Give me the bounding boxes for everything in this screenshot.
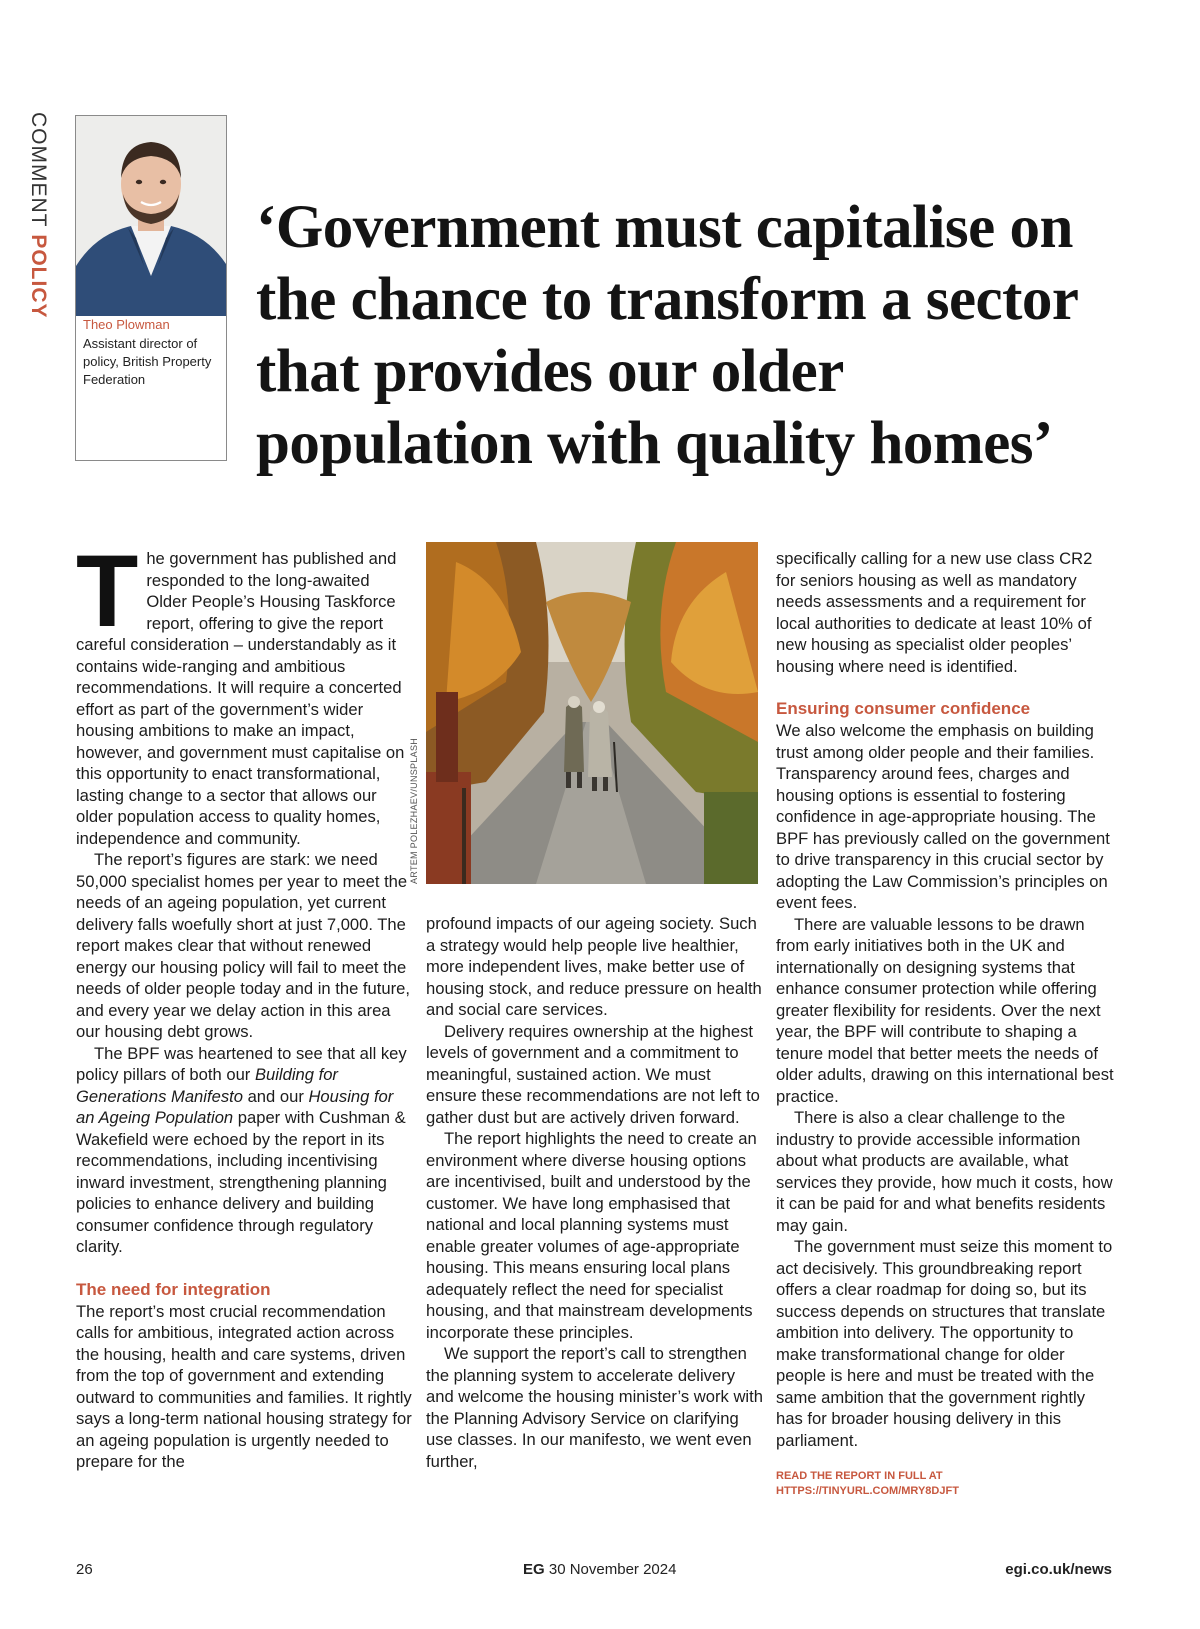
paragraph-text: and our — [242, 1086, 309, 1106]
publication-title: Housing for an Ageing Population — [76, 1086, 394, 1127]
read-more-label: READ THE REPORT IN FULL AT — [776, 1470, 943, 1482]
author-portrait-image — [76, 116, 226, 316]
publication-date: 30 November 2024 — [548, 1561, 677, 1578]
headline: ‘Government must capitalise on the chance to transform a sector that provides our older population with quality homes’ — [256, 194, 1078, 477]
paragraph-text: The BPF was heartened to see that all key policy pillars of both our — [76, 1043, 407, 1084]
footer-publication — [523, 1561, 676, 1578]
footer-url[interactable] — [1005, 1561, 1112, 1578]
article-photo — [426, 542, 758, 884]
paragraph: specifically calling for a new use class CR2 for seniors housing as well as mandatory needs assessments and a requirement for local authorities to dedicate at least 10% of new housing as specialist older peoples’ housing where need is identified. — [776, 549, 1093, 676]
paragraph: The report highlights the need to create an environment where diverse housing options are incentivised, built and understood by the customer. We have long emphasised that national and local planning systems must enable greater volumes of age-appropriate housing. This means ensuring local plans adequately reflect the need for specialist housing, and that mainstream developments incorporate these principles. — [426, 1129, 757, 1342]
paragraph — [76, 1043, 414, 1258]
subheading: The need for integration — [76, 1279, 271, 1299]
read-more-link[interactable] — [776, 1469, 1114, 1499]
photo-credit: ARTEM POLEZHAEV/UNSPLASH — [409, 737, 419, 884]
drop-cap: T — [76, 534, 139, 648]
author-role: Assistant director of policy, British Property Federation — [83, 336, 212, 387]
read-more-url: HTTPS://TINYURL.COM/MRY8DJFT — [776, 1485, 959, 1497]
author-photo — [76, 116, 226, 316]
paragraph: profound impacts of our ageing society. Such a strategy would help people live healthier, more independent lives, make better use of housing stock, and reduce pressure on health and social care services. — [426, 914, 762, 1019]
paragraph — [76, 534, 414, 849]
paragraph: We also welcome the emphasis on building trust among older people and their families. Transparency around fees, charges and housing options is essential to fostering confidence in age-appropriate housing. The BPF has previously called on the government to drive transparency in this crucial sector by adopting the Law Commission’s principles on event fees. — [776, 721, 1110, 912]
paragraph: Delivery requires ownership at the highest levels of government and a commitment to meaningful, sustained action. We must ensure these recommendations are not left to gather dust but are actively driven forward. — [426, 1021, 760, 1127]
page-number: 26 — [76, 1561, 93, 1578]
author-name: Theo Plowman — [83, 317, 170, 332]
author-box — [75, 115, 227, 461]
article-column-1 — [76, 534, 414, 1473]
paragraph: We support the report’s call to strengthen the planning system to accelerate delivery and welcome the housing minister’s work with the Planning Advisory Service on clarifying use classes. In our manifesto, we went even further, — [426, 1344, 763, 1471]
paragraph: There are valuable lessons to be drawn from early initiatives both in the UK and internationally on designing systems that enhance consumer protection while offering greater flexibility for residents. Over the next year, the BPF will contribute to shaping a tenure model that better meets the needs of older adults, drawing on this international best practice. — [776, 914, 1114, 1106]
footer-url-text: egi.co.uk/news — [1005, 1561, 1112, 1578]
publication-title: Building for Generations Manifesto — [76, 1065, 338, 1106]
paragraph: The report’s figures are stark: we need 50,000 specialist homes per year to meet the needs of an ageing population, yet current delivery falls woefully short at just 7,000. The report makes clear that without renewed energy our housing policy will fail to meet the needs of older people today and in the future, and every year we delay action in this area our housing debt grows. — [76, 850, 410, 1041]
article-column-2 — [426, 913, 764, 1472]
autumn-path-image — [426, 542, 758, 884]
section-label — [24, 112, 52, 326]
subheading: Ensuring consumer confidence — [776, 699, 1031, 718]
paragraph-text: paper with Cushman & Wakefield were echoed by the report in its recommendations, including incentivising inward investment, strengthening planning policies to enhance delivery and building consumer confidence through regulatory clarity. — [76, 1108, 406, 1256]
paragraph: There is also a clear challenge to the industry to provide accessible information about what products are available, what services they provide, how much it costs, how it can be paid for and what benefits residents may gain. — [776, 1108, 1113, 1235]
paragraph: The government must seize this moment to act decisively. This groundbreaking report offers a clear roadmap for doing so, but its success depends on structures that translate ambition into delivery. The opportunity to make transformational change for older people is here and must be treated with the same ambition that the government rightly has for broader housing delivery in this parliament. — [776, 1237, 1113, 1450]
section-category: POLICY — [27, 234, 50, 319]
article-column-3 — [776, 548, 1114, 1499]
paragraph-text: he government has published and responded to the long-awaited Older People’s Housing Taskforce report, offering to give the report careful consideration – understandably as it contains wide-ranging and ambitious recommendations. It will require a concerted effort as part of the government’s wider housing ambitions to make an impact, however, and government must capitalise on this opportunity to enact transformational, lasting change to a sector that allows our older population access to quality homes, independence and community. — [76, 549, 405, 848]
paragraph: The report’s most crucial recommendation calls for ambitious, integrated action across the housing, health and care systems, driven from the top of government and extending outward to communities and families. It rightly says a long-term national housing strategy for an ageing population is urgently needed to prepare for the — [76, 1301, 412, 1471]
publication-name: EG — [523, 1561, 545, 1578]
section-prefix: COMMENT — [27, 112, 50, 228]
